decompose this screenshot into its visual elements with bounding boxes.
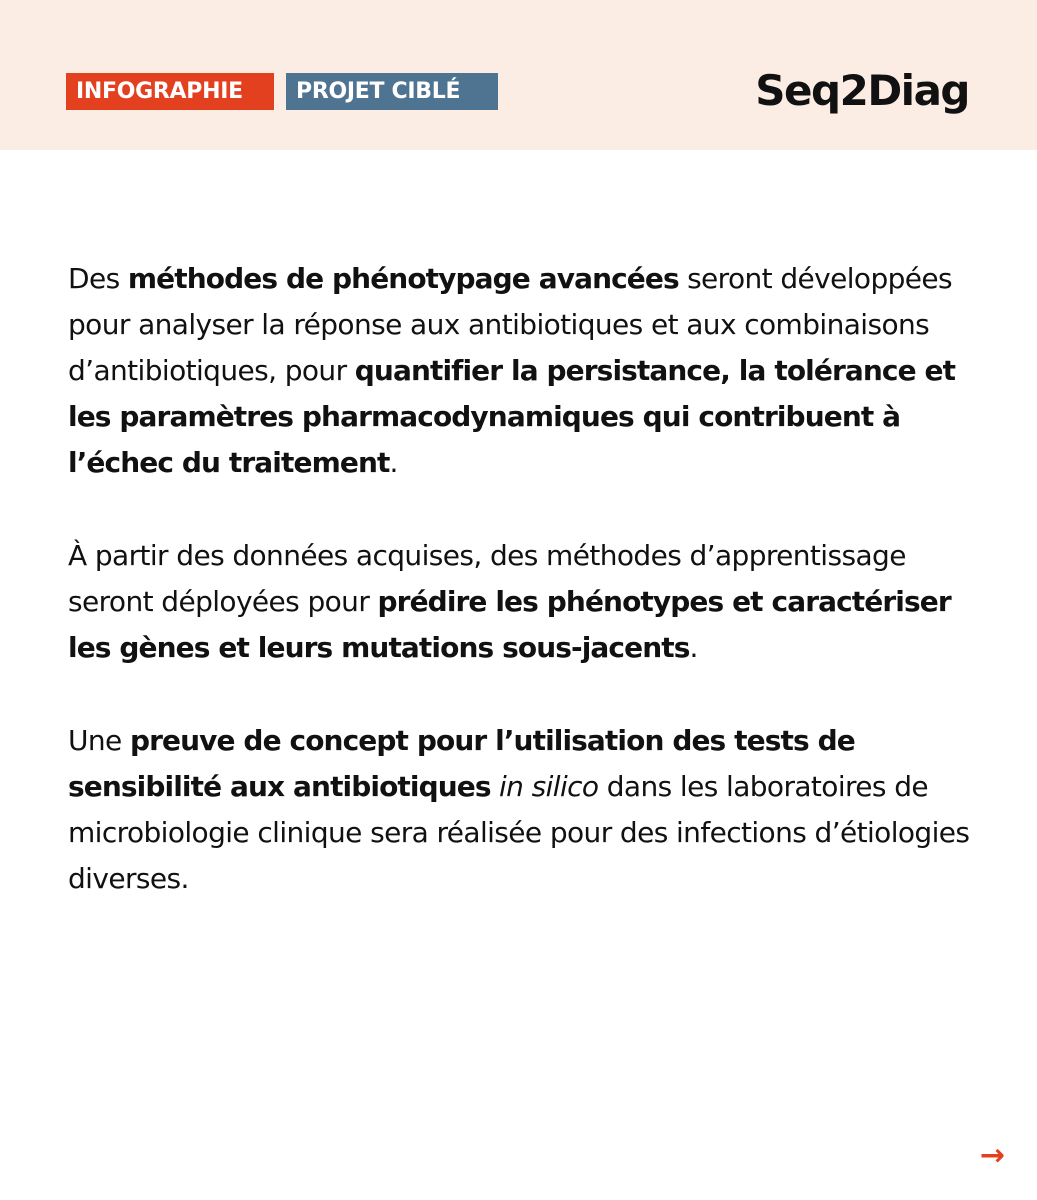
paragraph-text: dans les laboratoires de microbiologie clinique sera réalisée pour des infections d’étiologies diverses. bbox=[68, 770, 970, 895]
paragraph-phenotypage bbox=[68, 256, 973, 486]
tag-infographie: INFOGRAPHIE bbox=[66, 73, 274, 110]
tag-projet-cible: PROJET CIBLÉ bbox=[286, 73, 498, 110]
main-content bbox=[68, 256, 973, 949]
paragraph-text bbox=[491, 770, 499, 803]
paragraph-text: . bbox=[689, 631, 698, 664]
paragraph-apprentissage bbox=[68, 533, 973, 671]
paragraph-text: seront développées pour analyser la réponse aux antibiotiques et aux combinaisons d’antibiotiques, pour bbox=[68, 262, 953, 387]
paragraph-text: À partir des données acquises, des méthodes d’apprentissage seront déployées pour bbox=[68, 539, 906, 618]
paragraph-emphasis: prédire les phénotypes et caractériser les gènes et leurs mutations sous-jacents bbox=[68, 585, 951, 664]
paragraph-emphasis: quantifier la persistance, la tolérance et les paramètres pharmacodynamiques qui contribuent à l’échec du traitement bbox=[68, 354, 956, 479]
paragraph-italic: in silico bbox=[498, 770, 599, 803]
paragraph-emphasis: preuve de concept pour l’utilisation des tests de sensibilité aux antibiotiques bbox=[68, 724, 855, 803]
paragraph-emphasis: méthodes de phénotypage avancées bbox=[127, 262, 679, 295]
paragraph-text: Des bbox=[68, 262, 128, 295]
paragraph-text: Une bbox=[68, 724, 130, 757]
project-logo: Seq2Diag bbox=[755, 66, 969, 115]
paragraph-text: . bbox=[389, 446, 398, 479]
header-banner bbox=[0, 0, 1037, 150]
arrow-right-icon[interactable]: → bbox=[979, 1138, 1005, 1173]
paragraph-preuve-de-concept bbox=[68, 718, 973, 902]
